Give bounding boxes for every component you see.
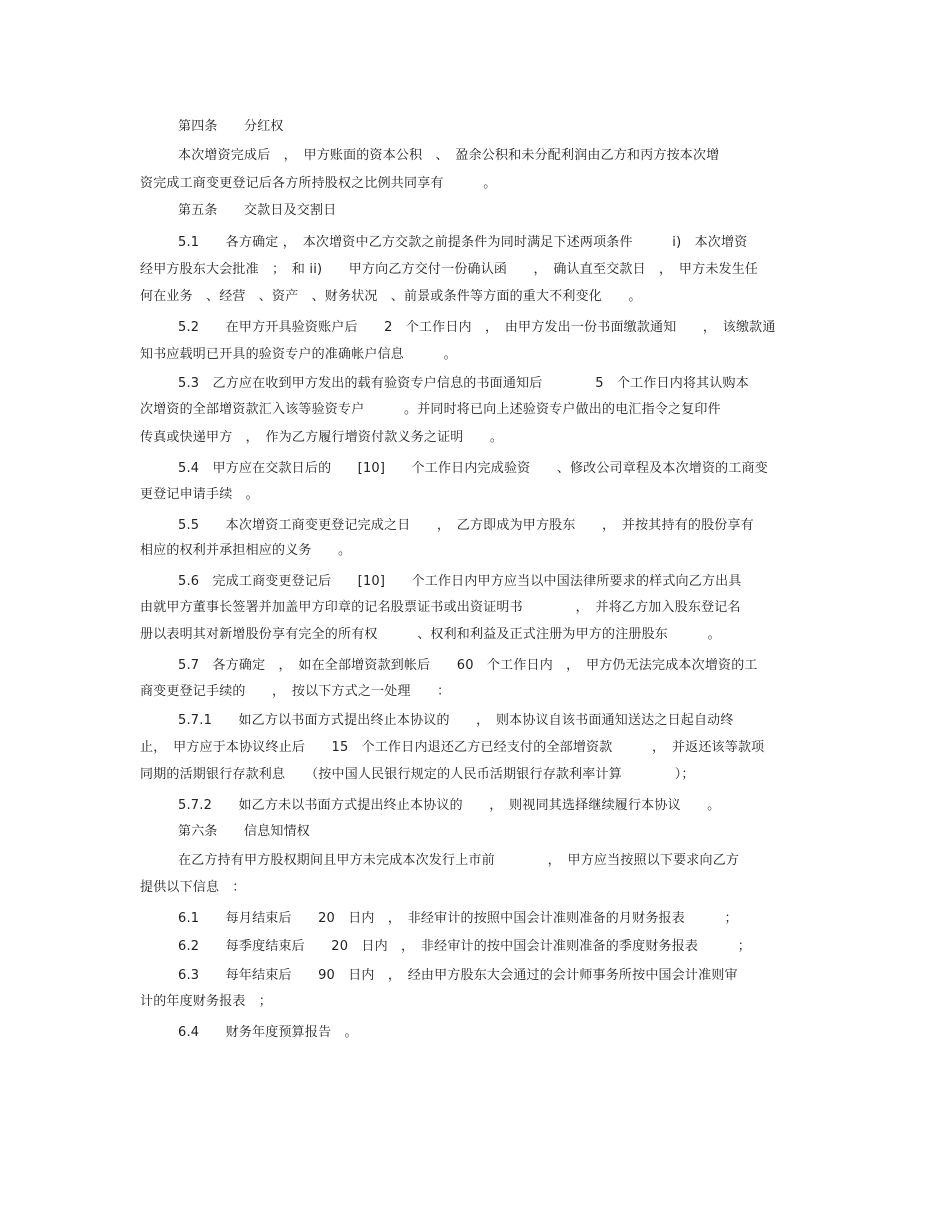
clause-5-2-line: 知书应载明已开具的验资专户的准确帐户信息 。 [140, 347, 457, 362]
clause-5-7-line: 5.7 各方确定 ， 如在全部增资款到帐后 60 个工作日内 ， 甲方仍无法完成本次增资的工 [178, 658, 758, 673]
clause-5-5-line: 5.5 本次增资工商变更登记完成之日 ， 乙方即成为甲方股东 ， 并按其持有的股份享有 [178, 518, 754, 533]
clause-5-3-line: 次增资的全部增资款汇入该等验资专户 。并同时将已向上述验资专户做出的电汇指令之复印件 [140, 402, 721, 417]
clause-5-5-line: 相应的权利并承担相应的义务 。 [140, 543, 352, 558]
article-5-heading: 第五条 交款日及交割日 [178, 203, 337, 218]
clause-6-3-line: 6.3 每年结束后 90 日内 ， 经由甲方股东大会通过的会计师事务所按中国会计准则审 [178, 968, 738, 983]
clause-5-4-line: 更登记申请手续 。 [140, 487, 259, 502]
clause-5-3-line: 传真或快递甲方 ， 作为乙方履行增资付款义务之证明 。 [140, 430, 504, 445]
clause-6-3-line: 计的年度财务报表 ； [140, 994, 273, 1009]
clause-5-7-2-line: 5.7.2 如乙方未以书面方式提出终止本协议的 ， 则视同其选择继续履行本协议 。 [178, 798, 721, 813]
clause-5-7-1-line: 5.7.1 如乙方以书面方式提出终止本协议的 ， 则本协议自该书面通知送达之日起自动终 [178, 713, 734, 728]
paragraph-line: 在乙方持有甲方股权期间且甲方未完成本次发行上市前 ， 甲方应当按照以下要求向乙方 [178, 853, 740, 868]
paragraph-line: 提供以下信息 ： [140, 880, 246, 895]
clause-5-2-line: 5.2 在甲方开具验资账户后 2 个工作日内 ， 由甲方发出一份书面缴款通知 ， 该缴款通 [178, 320, 776, 335]
article-6-heading: 第六条 信息知情权 [178, 824, 311, 839]
clause-5-7-line: 商变更登记手续的 ， 按以下方式之一处理 ： [140, 684, 451, 699]
clause-6-4-line: 6.4 财务年度预算报告 。 [178, 1025, 358, 1040]
clause-5-6-line: 册以表明其对新增股份享有完全的所有权 、权利和利益及正式注册为甲方的注册股东 。 [140, 627, 721, 642]
article-4-heading: 第四条 分红权 [178, 119, 284, 134]
paragraph-line: 本次增资完成后 ， 甲方账面的资本公积 、 盈余公积和未分配利润由乙方和丙方按本次增 [178, 148, 720, 163]
clause-5-7-1-line: 止， 甲方应于本协议终止后 15 个工作日内退还乙方已经支付的全部增资款 ， 并返还该等款项 [140, 740, 765, 755]
clause-5-4-line: 5.4 甲方应在交款日后的 [10] 个工作日内完成验资 、修改公司章程及本次增资的工商变 [178, 461, 768, 476]
clause-5-1-line: 经甲方股东大会批准 ； 和 ii) 甲方向乙方交付一份确认函 ， 确认直至交款日 ， 甲方未发生任 [140, 262, 759, 277]
clause-5-1-line: 5.1 各方确定 ， 本次增资中乙方交款之前提条件为同时满足下述两项条件 i) 本次增资 [178, 235, 748, 250]
clause-5-1-line: 何在业务 、经营 、资产 、财务状况 、前景或条件等方面的重大不利变化 。 [140, 289, 642, 304]
paragraph-line: 资完成工商变更登记后各方所持股权之比例共同享有 。 [140, 176, 497, 191]
clause-6-2-line: 6.2 每季度结束后 20 日内 ， 非经审计的按中国会计准则准备的季度财务报表 ； [178, 939, 751, 954]
clause-5-6-line: 由就甲方董事长签署并加盖甲方印章的记名股票证书或出资证明书 ， 并将乙方加入股东登记名 [140, 600, 741, 615]
clause-6-1-line: 6.1 每月结束后 20 日内 ， 非经审计的按照中国会计准则准备的月财务报表 ； [178, 911, 738, 926]
clause-5-6-line: 5.6 完成工商变更登记后 [10] 个工作日内甲方应当以中国法律所要求的样式向乙方出具 [178, 574, 742, 589]
clause-5-3-line: 5.3 乙方应在收到甲方发出的载有验资专户信息的书面通知后 5 个工作日内将其认购本 [178, 376, 749, 391]
clause-5-7-1-line: 同期的活期银行存款利息 （按中国人民银行规定的人民币活期银行存款利率计算 ）； [140, 767, 695, 782]
